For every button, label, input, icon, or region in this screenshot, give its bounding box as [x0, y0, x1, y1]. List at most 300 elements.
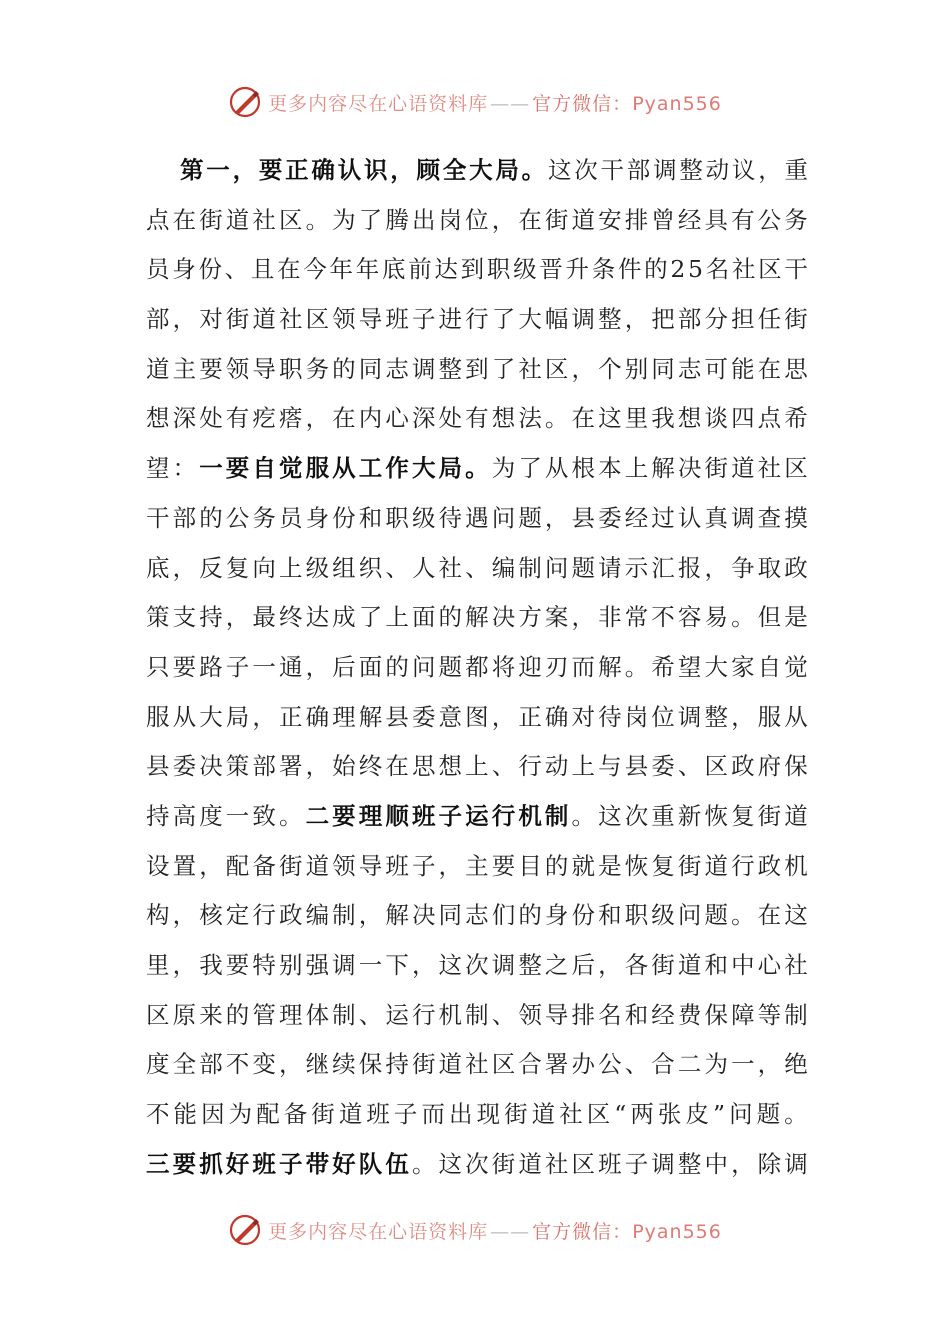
text-char: 整 — [704, 702, 728, 731]
text-char: 配 — [225, 851, 250, 880]
bold-char: 。 — [521, 156, 546, 184]
watermark-label: 官方微信： — [532, 1220, 633, 1243]
text-char: 决 — [677, 454, 702, 483]
text-char: 上 — [624, 454, 649, 483]
text-char: 思 — [784, 354, 808, 383]
text-char: 街 — [784, 305, 808, 334]
text-char: 从 — [544, 454, 569, 483]
text-char: 摸 — [784, 503, 808, 532]
bold-char: 正 — [285, 156, 309, 184]
text-char: 运 — [385, 1000, 409, 1029]
text-char: 领 — [518, 1000, 542, 1029]
text-char: 岗 — [438, 205, 463, 234]
text-char: 社 — [438, 553, 463, 582]
text-char: 社 — [518, 354, 542, 383]
text-char: 区 — [278, 205, 303, 234]
text-char: 升 — [565, 255, 589, 284]
text-char: 易 — [704, 603, 728, 632]
text-char: 主 — [172, 354, 197, 383]
text-char: 社 — [731, 255, 756, 284]
bold-char: 制 — [544, 801, 569, 830]
text-char: 构 — [146, 901, 170, 930]
text-char: ， — [598, 951, 622, 979]
text-char: 持 — [146, 801, 170, 830]
watermark-id: Pyan556 — [632, 92, 722, 115]
text-char: 除 — [757, 1149, 782, 1178]
text-line — [146, 1090, 808, 1140]
text-char: 为 — [704, 1050, 728, 1079]
text-char: ， — [252, 702, 276, 731]
text-char: ， — [624, 305, 649, 334]
bold-char: 三 — [146, 1149, 170, 1178]
text-char: 一 — [252, 652, 276, 681]
text-char: 体 — [305, 1000, 330, 1029]
text-char: 行 — [411, 1000, 436, 1029]
text-char: 务 — [784, 205, 808, 234]
text-char: 是 — [784, 603, 808, 632]
text-char: 街 — [411, 1050, 436, 1079]
text-char: 区 — [758, 255, 782, 284]
text-char: 导 — [252, 354, 276, 383]
text-char: 名 — [705, 255, 730, 284]
text-char: 前 — [408, 255, 432, 284]
text-char: 恢 — [704, 801, 728, 830]
text-char: 就 — [571, 851, 595, 880]
text-char: 办 — [571, 1050, 595, 1079]
text-char: 制 — [465, 1000, 489, 1029]
bold-char: 子 — [438, 801, 463, 830]
text-char: 经 — [624, 503, 649, 532]
text-char: 服 — [146, 702, 170, 731]
text-char: 解 — [358, 702, 383, 731]
text-char: 面 — [358, 652, 383, 681]
text-char: 疙 — [252, 404, 276, 433]
text-char: 图 — [465, 702, 489, 731]
text-char: 里 — [624, 404, 649, 433]
text-char: 的 — [199, 503, 223, 532]
text-char: 下 — [385, 951, 409, 979]
text-char: 区 — [784, 454, 808, 483]
text-char: 街 — [311, 1100, 335, 1129]
text-char: ， — [172, 305, 197, 334]
text-char: ， — [571, 603, 595, 632]
text-char: 道 — [731, 454, 755, 483]
text-char: 底 — [381, 255, 406, 284]
text-char: 能 — [731, 354, 755, 383]
text-char: 在 — [385, 752, 409, 781]
text-char: 争 — [731, 553, 755, 582]
text-char: 社 — [278, 305, 303, 334]
text-char: 了 — [358, 603, 383, 632]
bold-char: 要 — [225, 454, 250, 483]
text-char: 复 — [651, 851, 675, 880]
text-char: 想 — [438, 752, 463, 781]
text-char: 心 — [757, 951, 782, 979]
text-char: 问 — [677, 901, 702, 930]
text-char: 的 — [438, 603, 463, 632]
text-char: 县 — [385, 702, 409, 731]
text-char: 反 — [199, 553, 223, 582]
text-char: 岗 — [624, 702, 649, 731]
text-char: 同 — [438, 901, 463, 930]
text-char: 在 — [277, 255, 301, 284]
text-char: 组 — [332, 553, 356, 582]
text-char: 题 — [704, 901, 728, 930]
text-char: 和 — [704, 951, 728, 979]
text-char: ， — [172, 951, 197, 979]
text-char: ， — [225, 603, 250, 632]
text-char: 公 — [757, 205, 782, 234]
text-char: 策 — [225, 752, 250, 781]
text-char: 动 — [705, 156, 730, 184]
text-char: 对 — [199, 305, 223, 334]
text-char: 职 — [624, 901, 649, 930]
text-char: 障 — [731, 1000, 755, 1029]
text-char: 制 — [332, 1000, 356, 1029]
text-char: 待 — [438, 503, 463, 532]
text-char: 区 — [491, 1050, 516, 1079]
text-char: 题 — [756, 1100, 781, 1129]
bold-char: 一 — [206, 156, 230, 184]
bold-char: 运 — [465, 801, 489, 830]
text-char: 道 — [305, 851, 330, 880]
bold-char: 好 — [332, 1149, 356, 1178]
text-char: 子 — [225, 652, 250, 681]
text-line — [146, 146, 808, 196]
text-char: 社 — [544, 1149, 569, 1178]
text-char: 要 — [199, 354, 223, 383]
text-char: 且 — [250, 255, 275, 284]
text-char: 区 — [305, 305, 330, 334]
text-char: 动 — [544, 752, 569, 781]
text-char: 变 — [252, 1050, 276, 1079]
text-char: ， — [172, 553, 197, 582]
text-char: 件 — [617, 255, 642, 284]
text-char: ， — [544, 503, 569, 532]
text-char: 政 — [731, 752, 755, 781]
text-char: 社 — [559, 1100, 583, 1129]
text-char: 家 — [731, 652, 755, 681]
text-char: 点 — [146, 205, 170, 234]
text-char: 署 — [278, 752, 303, 781]
text-char: 行 — [252, 901, 276, 930]
text-char: 身 — [544, 901, 569, 930]
text-char: 汇 — [651, 553, 675, 582]
text-char: 能 — [173, 1100, 198, 1129]
text-line — [146, 742, 808, 792]
text-char: 道 — [784, 801, 808, 830]
text-char: 迎 — [518, 652, 542, 681]
text-char: 处 — [438, 404, 463, 433]
text-char: 遇 — [465, 503, 489, 532]
text-char: 皮 — [685, 1100, 709, 1129]
text-char: 编 — [491, 553, 516, 582]
text-char: 主 — [465, 851, 489, 880]
text-char: 了 — [491, 354, 516, 383]
text-char: 等 — [757, 1000, 782, 1029]
text-char: 街 — [757, 801, 782, 830]
text-char: 务 — [252, 503, 276, 532]
text-char: 里 — [146, 951, 170, 979]
text-char: 区 — [586, 1100, 611, 1129]
bold-char: 班 — [411, 801, 436, 830]
watermark-name: 更多内容尽在心语资料库 — [268, 92, 489, 115]
text-char: 干 — [784, 255, 808, 284]
bold-char: 第 — [180, 156, 204, 184]
text-char: 中 — [704, 1149, 728, 1178]
text-char: 进 — [438, 305, 463, 334]
text-char: 问 — [544, 553, 569, 582]
text-char: ， — [411, 951, 436, 979]
bold-char: 行 — [491, 801, 516, 830]
text-char: 导 — [358, 305, 383, 334]
text-char: 街 — [278, 851, 303, 880]
text-line — [146, 1140, 808, 1190]
text-char: 道 — [146, 354, 170, 383]
text-char: 领 — [225, 354, 250, 383]
text-char: 道 — [338, 1100, 363, 1129]
text-char: 底 — [146, 553, 170, 582]
text-char: 在 — [757, 354, 782, 383]
text-char: 这 — [598, 801, 622, 830]
text-char: 对 — [571, 702, 595, 731]
text-char: 别 — [624, 354, 649, 383]
text-char: 职 — [486, 255, 511, 284]
bold-char: 认 — [337, 156, 362, 184]
text-char: 路 — [199, 652, 223, 681]
text-char: 同 — [651, 354, 675, 383]
text-char: 备 — [252, 851, 276, 880]
text-char: 志 — [465, 901, 489, 930]
text-char: 和 — [598, 901, 622, 930]
text-char: 委 — [651, 752, 675, 781]
text-char: 上 — [385, 603, 409, 632]
text-char: 到 — [460, 255, 485, 284]
text-char: 和 — [358, 503, 383, 532]
bold-char: 理 — [358, 801, 383, 830]
text-char: 正 — [518, 702, 542, 731]
text-char: 保 — [704, 1000, 728, 1029]
bold-char: 局 — [438, 454, 463, 483]
text-char: 在 — [172, 205, 197, 234]
text-char: 案 — [544, 603, 569, 632]
text-char: 策 — [146, 603, 170, 632]
text-char: ， — [571, 354, 595, 383]
text-char: 原 — [172, 1000, 197, 1029]
text-char: 整 — [518, 951, 542, 979]
text-char: 具 — [704, 205, 728, 234]
text-char: 法 — [518, 404, 542, 433]
text-char: 委 — [172, 752, 197, 781]
text-char: 把 — [651, 305, 675, 334]
text-char: 谈 — [704, 404, 728, 433]
text-char: 子 — [393, 1100, 418, 1129]
text-char: 而 — [421, 1100, 445, 1129]
text-char: 大 — [704, 652, 728, 681]
text-char: 份 — [332, 503, 356, 532]
text-char: 待 — [598, 702, 622, 731]
text-char: 内 — [358, 404, 383, 433]
text-line — [146, 196, 808, 246]
text-char: 街 — [199, 205, 223, 234]
text-char: 。 — [571, 801, 595, 830]
text-char: 员 — [278, 503, 303, 532]
text-char: 只 — [146, 652, 170, 681]
text-char: 班 — [385, 851, 409, 880]
text-char: 腾 — [385, 205, 409, 234]
text-char: 服 — [757, 702, 782, 731]
text-char: 别 — [278, 951, 303, 979]
text-char: 各 — [624, 951, 649, 979]
watermark-id: Pyan556 — [632, 1220, 722, 1243]
text-line — [146, 494, 808, 544]
text-char: 备 — [283, 1100, 308, 1129]
text-char: 方 — [518, 603, 542, 632]
text-char: 报 — [677, 553, 702, 582]
text-char: 想 — [146, 404, 170, 433]
text-char: 本 — [598, 454, 622, 483]
text-char: 道 — [225, 205, 250, 234]
text-char: 题 — [518, 503, 542, 532]
text-char: 职 — [278, 354, 303, 383]
text-char: 府 — [757, 752, 782, 781]
text-char: 道 — [252, 305, 276, 334]
text-char: ， — [704, 553, 728, 582]
text-char: 容 — [677, 603, 702, 632]
text-char: 公 — [225, 503, 250, 532]
text-char: 、 — [491, 752, 516, 781]
text-char: ： — [172, 454, 197, 483]
bold-char: 全 — [442, 156, 467, 184]
text-char: 这 — [547, 156, 572, 184]
text-line — [146, 245, 808, 295]
text-char: 查 — [757, 503, 782, 532]
bold-char: 大 — [411, 454, 436, 483]
text-char: 道 — [518, 1149, 542, 1178]
bold-char: 大 — [469, 156, 493, 184]
text-char: 机 — [784, 851, 808, 880]
text-char: 、 — [624, 1050, 649, 1079]
watermark-label: 官方微信： — [532, 92, 633, 115]
text-char: 有 — [225, 404, 250, 433]
text-line — [146, 941, 808, 991]
text-char: ， — [491, 205, 516, 234]
text-char: ” — [713, 1100, 726, 1129]
text-char: 而 — [571, 652, 595, 681]
text-char: 任 — [757, 305, 782, 334]
bold-char: 抓 — [199, 1149, 223, 1178]
text-char: 道 — [438, 1050, 463, 1079]
text-char: 个 — [598, 354, 622, 383]
bold-char: 伍 — [385, 1149, 409, 1178]
text-char: 社 — [252, 205, 276, 234]
text-char: 织 — [358, 553, 383, 582]
bold-char: 要 — [172, 1149, 197, 1178]
text-char: 取 — [757, 553, 782, 582]
text-char: 的 — [332, 354, 356, 383]
text-char: 为 — [332, 205, 356, 234]
text-char: 。 — [544, 404, 569, 433]
text-char: 街 — [491, 1149, 516, 1178]
text-char: 。 — [784, 1100, 808, 1129]
text-char: 要 — [491, 851, 516, 880]
text-char: 题 — [571, 553, 595, 582]
text-char: 员 — [146, 255, 170, 284]
bold-char: 机 — [518, 801, 542, 830]
text-char: 心 — [385, 404, 409, 433]
text-char: 调 — [731, 503, 755, 532]
watermark-dash: —— — [490, 92, 531, 115]
text-char: 行 — [518, 752, 542, 781]
text-char: 5 — [688, 255, 703, 284]
text-char: 定 — [225, 901, 250, 930]
text-char: 了 — [358, 205, 383, 234]
text-char: 调 — [411, 354, 436, 383]
watermark-footer — [0, 1210, 950, 1250]
text-char: 请 — [598, 553, 622, 582]
text-char: 决 — [199, 752, 223, 781]
text-char: 社 — [757, 454, 782, 483]
text-char: 达 — [305, 603, 330, 632]
text-char: 后 — [332, 652, 356, 681]
bold-char: 子 — [278, 1149, 303, 1178]
text-char: 。 — [411, 1149, 436, 1178]
text-char: 了 — [518, 454, 542, 483]
bold-char: 队 — [358, 1149, 383, 1178]
text-char: ， — [278, 1050, 303, 1079]
text-char: 部 — [172, 503, 197, 532]
text-char: 晋 — [539, 255, 563, 284]
text-char: 社 — [465, 1050, 489, 1079]
text-line — [146, 394, 808, 444]
text-char: 班 — [366, 1100, 390, 1129]
text-line — [146, 842, 808, 892]
text-char: 有 — [731, 205, 755, 234]
text-char: 政 — [757, 851, 782, 880]
text-char: 上 — [278, 553, 303, 582]
text-char: 成 — [332, 603, 356, 632]
text-char: 、 — [491, 1000, 516, 1029]
text-char: 县 — [624, 752, 649, 781]
text-char: 始 — [332, 752, 356, 781]
text-char: 的 — [385, 652, 409, 681]
text-char: 分 — [704, 305, 728, 334]
text-char: 非 — [598, 603, 622, 632]
text-char: 致 — [252, 801, 276, 830]
text-char: 部 — [252, 752, 276, 781]
bold-char: 班 — [252, 1149, 276, 1178]
text-char: 名 — [598, 1000, 622, 1029]
text-char: 将 — [491, 652, 516, 681]
text-char: 二 — [677, 1050, 702, 1079]
text-char: 调 — [651, 1149, 675, 1178]
text-char: 整 — [679, 156, 703, 184]
bold-char: 二 — [305, 801, 330, 830]
text-char: 瘩 — [278, 404, 303, 433]
text-char: 一 — [225, 801, 250, 830]
text-char: 希 — [651, 652, 675, 681]
text-char: ， — [305, 752, 330, 781]
text-char: ， — [731, 702, 755, 731]
text-char: 这 — [438, 951, 463, 979]
text-char: 的 — [518, 901, 542, 930]
text-char: 次 — [574, 156, 598, 184]
text-char: 意 — [438, 702, 463, 731]
text-char: 我 — [199, 951, 223, 979]
bold-char: 作 — [385, 454, 409, 483]
text-char: 制 — [332, 901, 356, 930]
text-char: 社 — [784, 951, 808, 979]
